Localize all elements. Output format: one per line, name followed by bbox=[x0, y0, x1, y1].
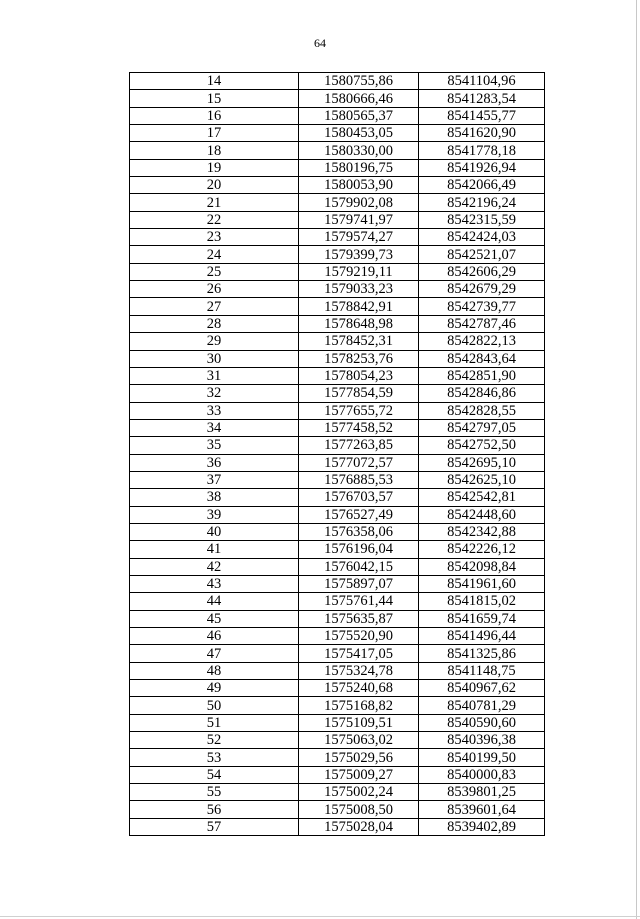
x-coordinate-cell: 1576703,57 bbox=[299, 489, 419, 506]
x-coordinate-cell: 1575008,50 bbox=[299, 801, 419, 818]
point-number-cell: 37 bbox=[130, 471, 299, 488]
table-row bbox=[130, 801, 545, 818]
page-number: 64 bbox=[314, 36, 326, 50]
table-row bbox=[130, 142, 545, 159]
x-coordinate-cell: 1576358,06 bbox=[299, 523, 419, 540]
x-coordinate-cell: 1580565,37 bbox=[299, 107, 419, 124]
x-coordinate-cell: 1575063,02 bbox=[299, 732, 419, 749]
y-coordinate-cell: 8541455,77 bbox=[419, 107, 545, 124]
point-number-cell: 56 bbox=[130, 801, 299, 818]
table-row bbox=[130, 489, 545, 506]
table-row bbox=[130, 315, 545, 332]
y-coordinate-cell: 8541104,96 bbox=[419, 73, 545, 90]
table-row bbox=[130, 246, 545, 263]
point-number-cell: 45 bbox=[130, 610, 299, 627]
y-coordinate-cell: 8541778,18 bbox=[419, 142, 545, 159]
table-row bbox=[130, 367, 545, 384]
point-number-cell: 47 bbox=[130, 645, 299, 662]
y-coordinate-cell: 8542828,55 bbox=[419, 402, 545, 419]
x-coordinate-cell: 1575520,90 bbox=[299, 628, 419, 645]
table-row bbox=[130, 697, 545, 714]
y-coordinate-cell: 8541815,02 bbox=[419, 593, 545, 610]
x-coordinate-cell: 1575029,56 bbox=[299, 749, 419, 766]
table-row bbox=[130, 385, 545, 402]
x-coordinate-cell: 1577655,72 bbox=[299, 402, 419, 419]
table-row bbox=[130, 159, 545, 176]
point-number-cell: 35 bbox=[130, 437, 299, 454]
y-coordinate-cell: 8542851,90 bbox=[419, 367, 545, 384]
x-coordinate-cell: 1579399,73 bbox=[299, 246, 419, 263]
x-coordinate-cell: 1577458,52 bbox=[299, 419, 419, 436]
x-coordinate-cell: 1575761,44 bbox=[299, 593, 419, 610]
table-row bbox=[130, 818, 545, 835]
x-coordinate-cell: 1579902,08 bbox=[299, 194, 419, 211]
table-row bbox=[130, 402, 545, 419]
table-row bbox=[130, 714, 545, 731]
x-coordinate-cell: 1580196,75 bbox=[299, 159, 419, 176]
y-coordinate-cell: 8540967,62 bbox=[419, 680, 545, 697]
table-row bbox=[130, 471, 545, 488]
y-coordinate-cell: 8539402,89 bbox=[419, 818, 545, 835]
y-coordinate-cell: 8540000,83 bbox=[419, 766, 545, 783]
table-row bbox=[130, 766, 545, 783]
point-number-cell: 44 bbox=[130, 593, 299, 610]
table-row bbox=[130, 680, 545, 697]
scan-bottom-line bbox=[0, 916, 640, 917]
y-coordinate-cell: 8542679,29 bbox=[419, 281, 545, 298]
x-coordinate-cell: 1580053,90 bbox=[299, 177, 419, 194]
x-coordinate-cell: 1578648,98 bbox=[299, 315, 419, 332]
point-number-cell: 17 bbox=[130, 125, 299, 142]
y-coordinate-cell: 8541659,74 bbox=[419, 610, 545, 627]
point-number-cell: 36 bbox=[130, 454, 299, 471]
point-number-cell: 54 bbox=[130, 766, 299, 783]
y-coordinate-cell: 8539801,25 bbox=[419, 784, 545, 801]
table-row bbox=[130, 211, 545, 228]
y-coordinate-cell: 8541283,54 bbox=[419, 90, 545, 107]
x-coordinate-cell: 1576527,49 bbox=[299, 506, 419, 523]
y-coordinate-cell: 8542424,03 bbox=[419, 229, 545, 246]
table-row bbox=[130, 281, 545, 298]
x-coordinate-cell: 1580755,86 bbox=[299, 73, 419, 90]
table-row bbox=[130, 558, 545, 575]
y-coordinate-cell: 8542787,46 bbox=[419, 315, 545, 332]
y-coordinate-cell: 8541325,86 bbox=[419, 645, 545, 662]
y-coordinate-cell: 8542843,64 bbox=[419, 350, 545, 367]
point-number-cell: 29 bbox=[130, 333, 299, 350]
y-coordinate-cell: 8540590,60 bbox=[419, 714, 545, 731]
table-row bbox=[130, 73, 545, 90]
point-number-cell: 55 bbox=[130, 784, 299, 801]
table-row bbox=[130, 749, 545, 766]
table-row bbox=[130, 732, 545, 749]
y-coordinate-cell: 8541620,90 bbox=[419, 125, 545, 142]
x-coordinate-cell: 1579741,97 bbox=[299, 211, 419, 228]
table-row bbox=[130, 350, 545, 367]
table-row bbox=[130, 90, 545, 107]
point-number-cell: 19 bbox=[130, 159, 299, 176]
point-number-cell: 24 bbox=[130, 246, 299, 263]
x-coordinate-cell: 1575168,82 bbox=[299, 697, 419, 714]
point-number-cell: 27 bbox=[130, 298, 299, 315]
point-number-cell: 32 bbox=[130, 385, 299, 402]
table-row bbox=[130, 454, 545, 471]
point-number-cell: 50 bbox=[130, 697, 299, 714]
x-coordinate-cell: 1579033,23 bbox=[299, 281, 419, 298]
table-row bbox=[130, 229, 545, 246]
y-coordinate-cell: 8540199,50 bbox=[419, 749, 545, 766]
table-row bbox=[130, 298, 545, 315]
point-number-cell: 34 bbox=[130, 419, 299, 436]
scan-edge-line bbox=[636, 0, 637, 919]
point-number-cell: 52 bbox=[130, 732, 299, 749]
x-coordinate-cell: 1576196,04 bbox=[299, 541, 419, 558]
point-number-cell: 39 bbox=[130, 506, 299, 523]
y-coordinate-cell: 8542846,86 bbox=[419, 385, 545, 402]
table-row bbox=[130, 107, 545, 124]
point-number-cell: 31 bbox=[130, 367, 299, 384]
point-number-cell: 28 bbox=[130, 315, 299, 332]
x-coordinate-cell: 1577072,57 bbox=[299, 454, 419, 471]
y-coordinate-cell: 8540781,29 bbox=[419, 697, 545, 714]
table-row bbox=[130, 419, 545, 436]
y-coordinate-cell: 8542315,59 bbox=[419, 211, 545, 228]
table-row bbox=[130, 610, 545, 627]
x-coordinate-cell: 1578842,91 bbox=[299, 298, 419, 315]
y-coordinate-cell: 8541926,94 bbox=[419, 159, 545, 176]
x-coordinate-cell: 1579219,11 bbox=[299, 263, 419, 280]
table-row bbox=[130, 263, 545, 280]
coordinates-table bbox=[129, 72, 545, 836]
table-row bbox=[130, 593, 545, 610]
table-row bbox=[130, 506, 545, 523]
x-coordinate-cell: 1576885,53 bbox=[299, 471, 419, 488]
point-number-cell: 22 bbox=[130, 211, 299, 228]
x-coordinate-cell: 1575240,68 bbox=[299, 680, 419, 697]
x-coordinate-cell: 1575009,27 bbox=[299, 766, 419, 783]
x-coordinate-cell: 1575417,05 bbox=[299, 645, 419, 662]
y-coordinate-cell: 8542739,77 bbox=[419, 298, 545, 315]
x-coordinate-cell: 1578054,23 bbox=[299, 367, 419, 384]
x-coordinate-cell: 1575635,87 bbox=[299, 610, 419, 627]
table-row bbox=[130, 125, 545, 142]
x-coordinate-cell: 1575028,04 bbox=[299, 818, 419, 835]
table-row bbox=[130, 437, 545, 454]
point-number-cell: 51 bbox=[130, 714, 299, 731]
y-coordinate-cell: 8542822,13 bbox=[419, 333, 545, 350]
y-coordinate-cell: 8541148,75 bbox=[419, 662, 545, 679]
y-coordinate-cell: 8541496,44 bbox=[419, 628, 545, 645]
table-row bbox=[130, 575, 545, 592]
table-row bbox=[130, 523, 545, 540]
table-row bbox=[130, 333, 545, 350]
x-coordinate-cell: 1575109,51 bbox=[299, 714, 419, 731]
table-body bbox=[130, 73, 545, 836]
y-coordinate-cell: 8542066,49 bbox=[419, 177, 545, 194]
y-coordinate-cell: 8539601,64 bbox=[419, 801, 545, 818]
point-number-cell: 57 bbox=[130, 818, 299, 835]
y-coordinate-cell: 8542695,10 bbox=[419, 454, 545, 471]
x-coordinate-cell: 1575897,07 bbox=[299, 575, 419, 592]
table-row bbox=[130, 194, 545, 211]
x-coordinate-cell: 1577854,59 bbox=[299, 385, 419, 402]
y-coordinate-cell: 8540396,38 bbox=[419, 732, 545, 749]
point-number-cell: 46 bbox=[130, 628, 299, 645]
point-number-cell: 43 bbox=[130, 575, 299, 592]
table-row bbox=[130, 784, 545, 801]
x-coordinate-cell: 1575002,24 bbox=[299, 784, 419, 801]
point-number-cell: 48 bbox=[130, 662, 299, 679]
y-coordinate-cell: 8542542,81 bbox=[419, 489, 545, 506]
y-coordinate-cell: 8542606,29 bbox=[419, 263, 545, 280]
x-coordinate-cell: 1578253,76 bbox=[299, 350, 419, 367]
point-number-cell: 14 bbox=[130, 73, 299, 90]
x-coordinate-cell: 1575324,78 bbox=[299, 662, 419, 679]
x-coordinate-cell: 1580666,46 bbox=[299, 90, 419, 107]
point-number-cell: 40 bbox=[130, 523, 299, 540]
table-row bbox=[130, 645, 545, 662]
y-coordinate-cell: 8542098,84 bbox=[419, 558, 545, 575]
y-coordinate-cell: 8542752,50 bbox=[419, 437, 545, 454]
point-number-cell: 26 bbox=[130, 281, 299, 298]
y-coordinate-cell: 8542797,05 bbox=[419, 419, 545, 436]
table-row bbox=[130, 177, 545, 194]
point-number-cell: 23 bbox=[130, 229, 299, 246]
point-number-cell: 18 bbox=[130, 142, 299, 159]
y-coordinate-cell: 8542448,60 bbox=[419, 506, 545, 523]
point-number-cell: 25 bbox=[130, 263, 299, 280]
point-number-cell: 42 bbox=[130, 558, 299, 575]
x-coordinate-cell: 1580453,05 bbox=[299, 125, 419, 142]
y-coordinate-cell: 8542342,88 bbox=[419, 523, 545, 540]
point-number-cell: 41 bbox=[130, 541, 299, 558]
point-number-cell: 49 bbox=[130, 680, 299, 697]
point-number-cell: 15 bbox=[130, 90, 299, 107]
point-number-cell: 33 bbox=[130, 402, 299, 419]
x-coordinate-cell: 1577263,85 bbox=[299, 437, 419, 454]
point-number-cell: 53 bbox=[130, 749, 299, 766]
y-coordinate-cell: 8542521,07 bbox=[419, 246, 545, 263]
x-coordinate-cell: 1579574,27 bbox=[299, 229, 419, 246]
table-row bbox=[130, 541, 545, 558]
point-number-cell: 38 bbox=[130, 489, 299, 506]
y-coordinate-cell: 8542625,10 bbox=[419, 471, 545, 488]
point-number-cell: 21 bbox=[130, 194, 299, 211]
x-coordinate-cell: 1580330,00 bbox=[299, 142, 419, 159]
y-coordinate-cell: 8541961,60 bbox=[419, 575, 545, 592]
table-row bbox=[130, 628, 545, 645]
x-coordinate-cell: 1578452,31 bbox=[299, 333, 419, 350]
x-coordinate-cell: 1576042,15 bbox=[299, 558, 419, 575]
table-row bbox=[130, 662, 545, 679]
y-coordinate-cell: 8542196,24 bbox=[419, 194, 545, 211]
point-number-cell: 30 bbox=[130, 350, 299, 367]
y-coordinate-cell: 8542226,12 bbox=[419, 541, 545, 558]
point-number-cell: 20 bbox=[130, 177, 299, 194]
point-number-cell: 16 bbox=[130, 107, 299, 124]
